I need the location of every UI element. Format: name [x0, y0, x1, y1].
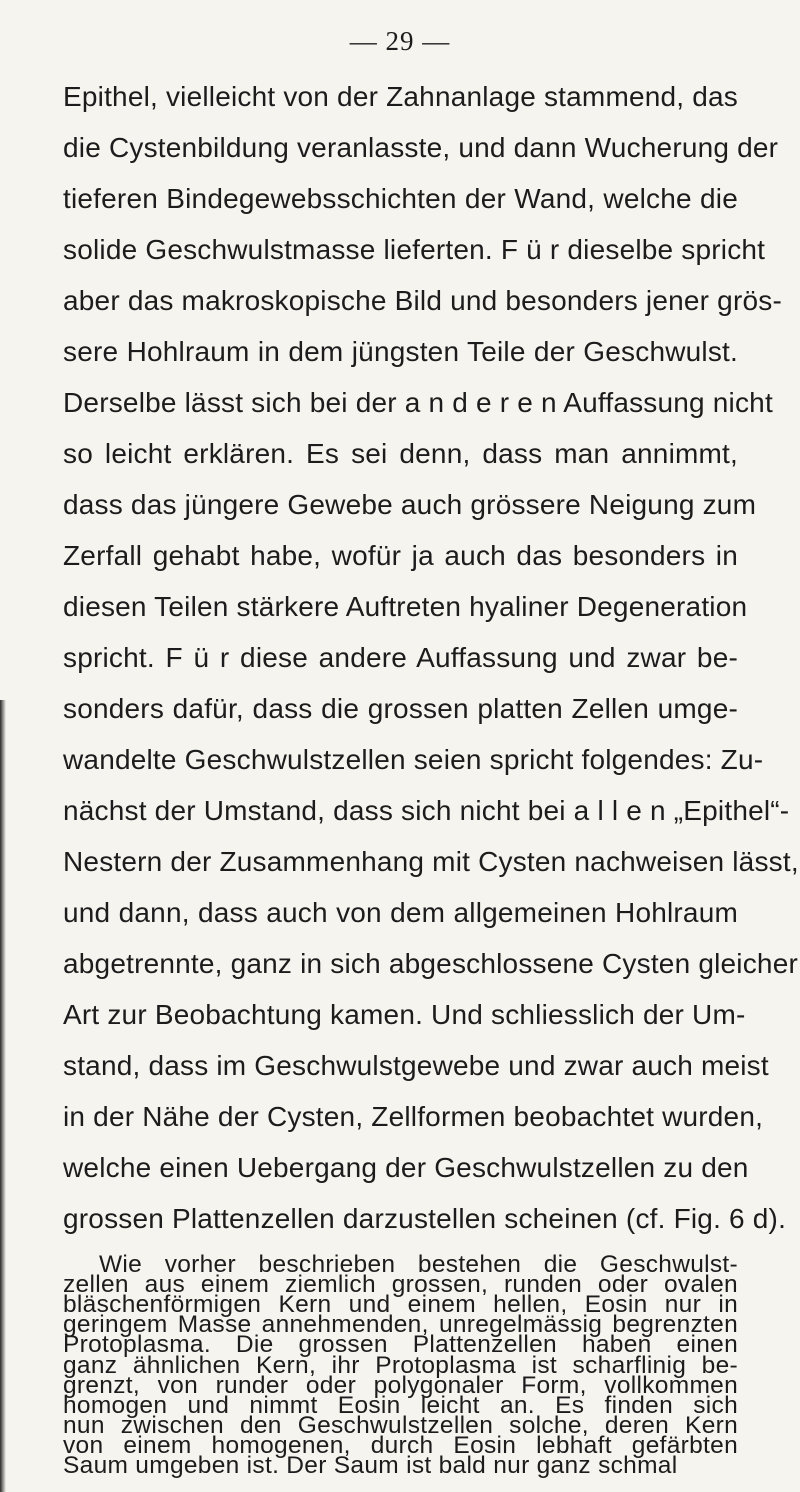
text-line: grossen Plattenzellen darzustellen scheinen (cf. Fig. 6 d). — [63, 1203, 787, 1234]
text-line: tieferen Bindegewebsschichten der Wand, welche die — [63, 183, 738, 214]
text-line: so leicht erklären. Es sei denn, dass man annimmt, — [63, 438, 738, 469]
text-line: aber das makroskopische Bild und besonders jener grös- — [63, 285, 782, 316]
text-line: diesen Teilen stärkere Auftreten hyaliner Degeneration — [63, 591, 748, 622]
text-line: spricht. F ü r diese andere Auffassung und zwar be- — [63, 642, 738, 673]
text-line: von einem homogenen, durch Eosin lebhaft gefärbten — [63, 1431, 738, 1459]
text-line: stand, dass im Geschwulstgewebe und zwar auch meist — [63, 1050, 769, 1081]
text-line: die Cystenbildung veranlasste, und dann Wucherung der — [63, 132, 779, 163]
text-line: abgetrennte, ganz in sich abgeschlossene Cysten gleicher — [63, 948, 798, 979]
text-line: Zerfall gehabt habe, wofür ja auch das besonders in — [63, 540, 738, 571]
text-line: Epithel, vielleicht von der Zahnanlage stammend, das — [63, 81, 739, 112]
text-line: sonders dafür, dass die grossen platten Zellen umge- — [63, 693, 738, 724]
text-line: sere Hohlraum in dem jüngsten Teile der Geschwulst. — [63, 336, 738, 367]
text-line: dass das jüngere Gewebe auch grössere Neigung zum — [63, 489, 757, 520]
text-line: Art zur Beobachtung kamen. Und schliesslich der Um- — [63, 999, 746, 1030]
text-line: wandelte Geschwulstzellen seien spricht folgendes: Zu- — [63, 744, 764, 775]
text-line: bläschenförmigen Kern und einem hellen, Eosin nur in — [63, 1291, 738, 1319]
text-line: Saum umgeben ist. Der Saum ist bald nur ganz schmal — [63, 1452, 678, 1479]
page-edge-shadow — [0, 700, 6, 1492]
text-line: Derselbe lässt sich bei der a n d e r e n Auffassung nicht — [63, 387, 773, 418]
text-line: nächst der Umstand, dass sich nicht bei a l l e n „Epithel“- — [63, 795, 790, 826]
text-line: geringem Masse annehmenden, unregelmässig begrenzten — [63, 1311, 738, 1339]
text-line: ganz ähnlichen Kern, ihr Protoplasma ist scharflinig be- — [63, 1351, 738, 1379]
text-line: grenzt, von runder oder polygonaler Form, vollkommen — [63, 1371, 738, 1399]
text-line: und dann, dass auch von dem allgemeinen Hohlraum — [63, 897, 738, 928]
text-line: welche einen Uebergang der Geschwulstzellen zu den — [63, 1152, 749, 1183]
text-line: nun zwischen den Geschwulstzellen solche, deren Kern — [63, 1411, 738, 1439]
text-line: Nestern der Zusammenhang mit Cysten nachweisen lässt, — [63, 846, 799, 877]
text-line: solide Geschwulstmasse lieferten. F ü r dieselbe spricht — [63, 234, 766, 265]
text-line: in der Nähe der Cysten, Zellformen beobachtet wurden, — [63, 1101, 764, 1132]
text-line: homogen und nimmt Eosin leicht an. Es finden sich — [63, 1391, 738, 1419]
text-line: Wie vorher beschrieben bestehen die Geschwulst- — [99, 1251, 738, 1278]
text-line: zellen aus einem ziemlich grossen, runden oder ovalen — [63, 1271, 738, 1299]
page-number: — 29 — — [349, 26, 451, 56]
text-line: Protoplasma. Die grossen Plattenzellen haben einen — [63, 1331, 738, 1359]
